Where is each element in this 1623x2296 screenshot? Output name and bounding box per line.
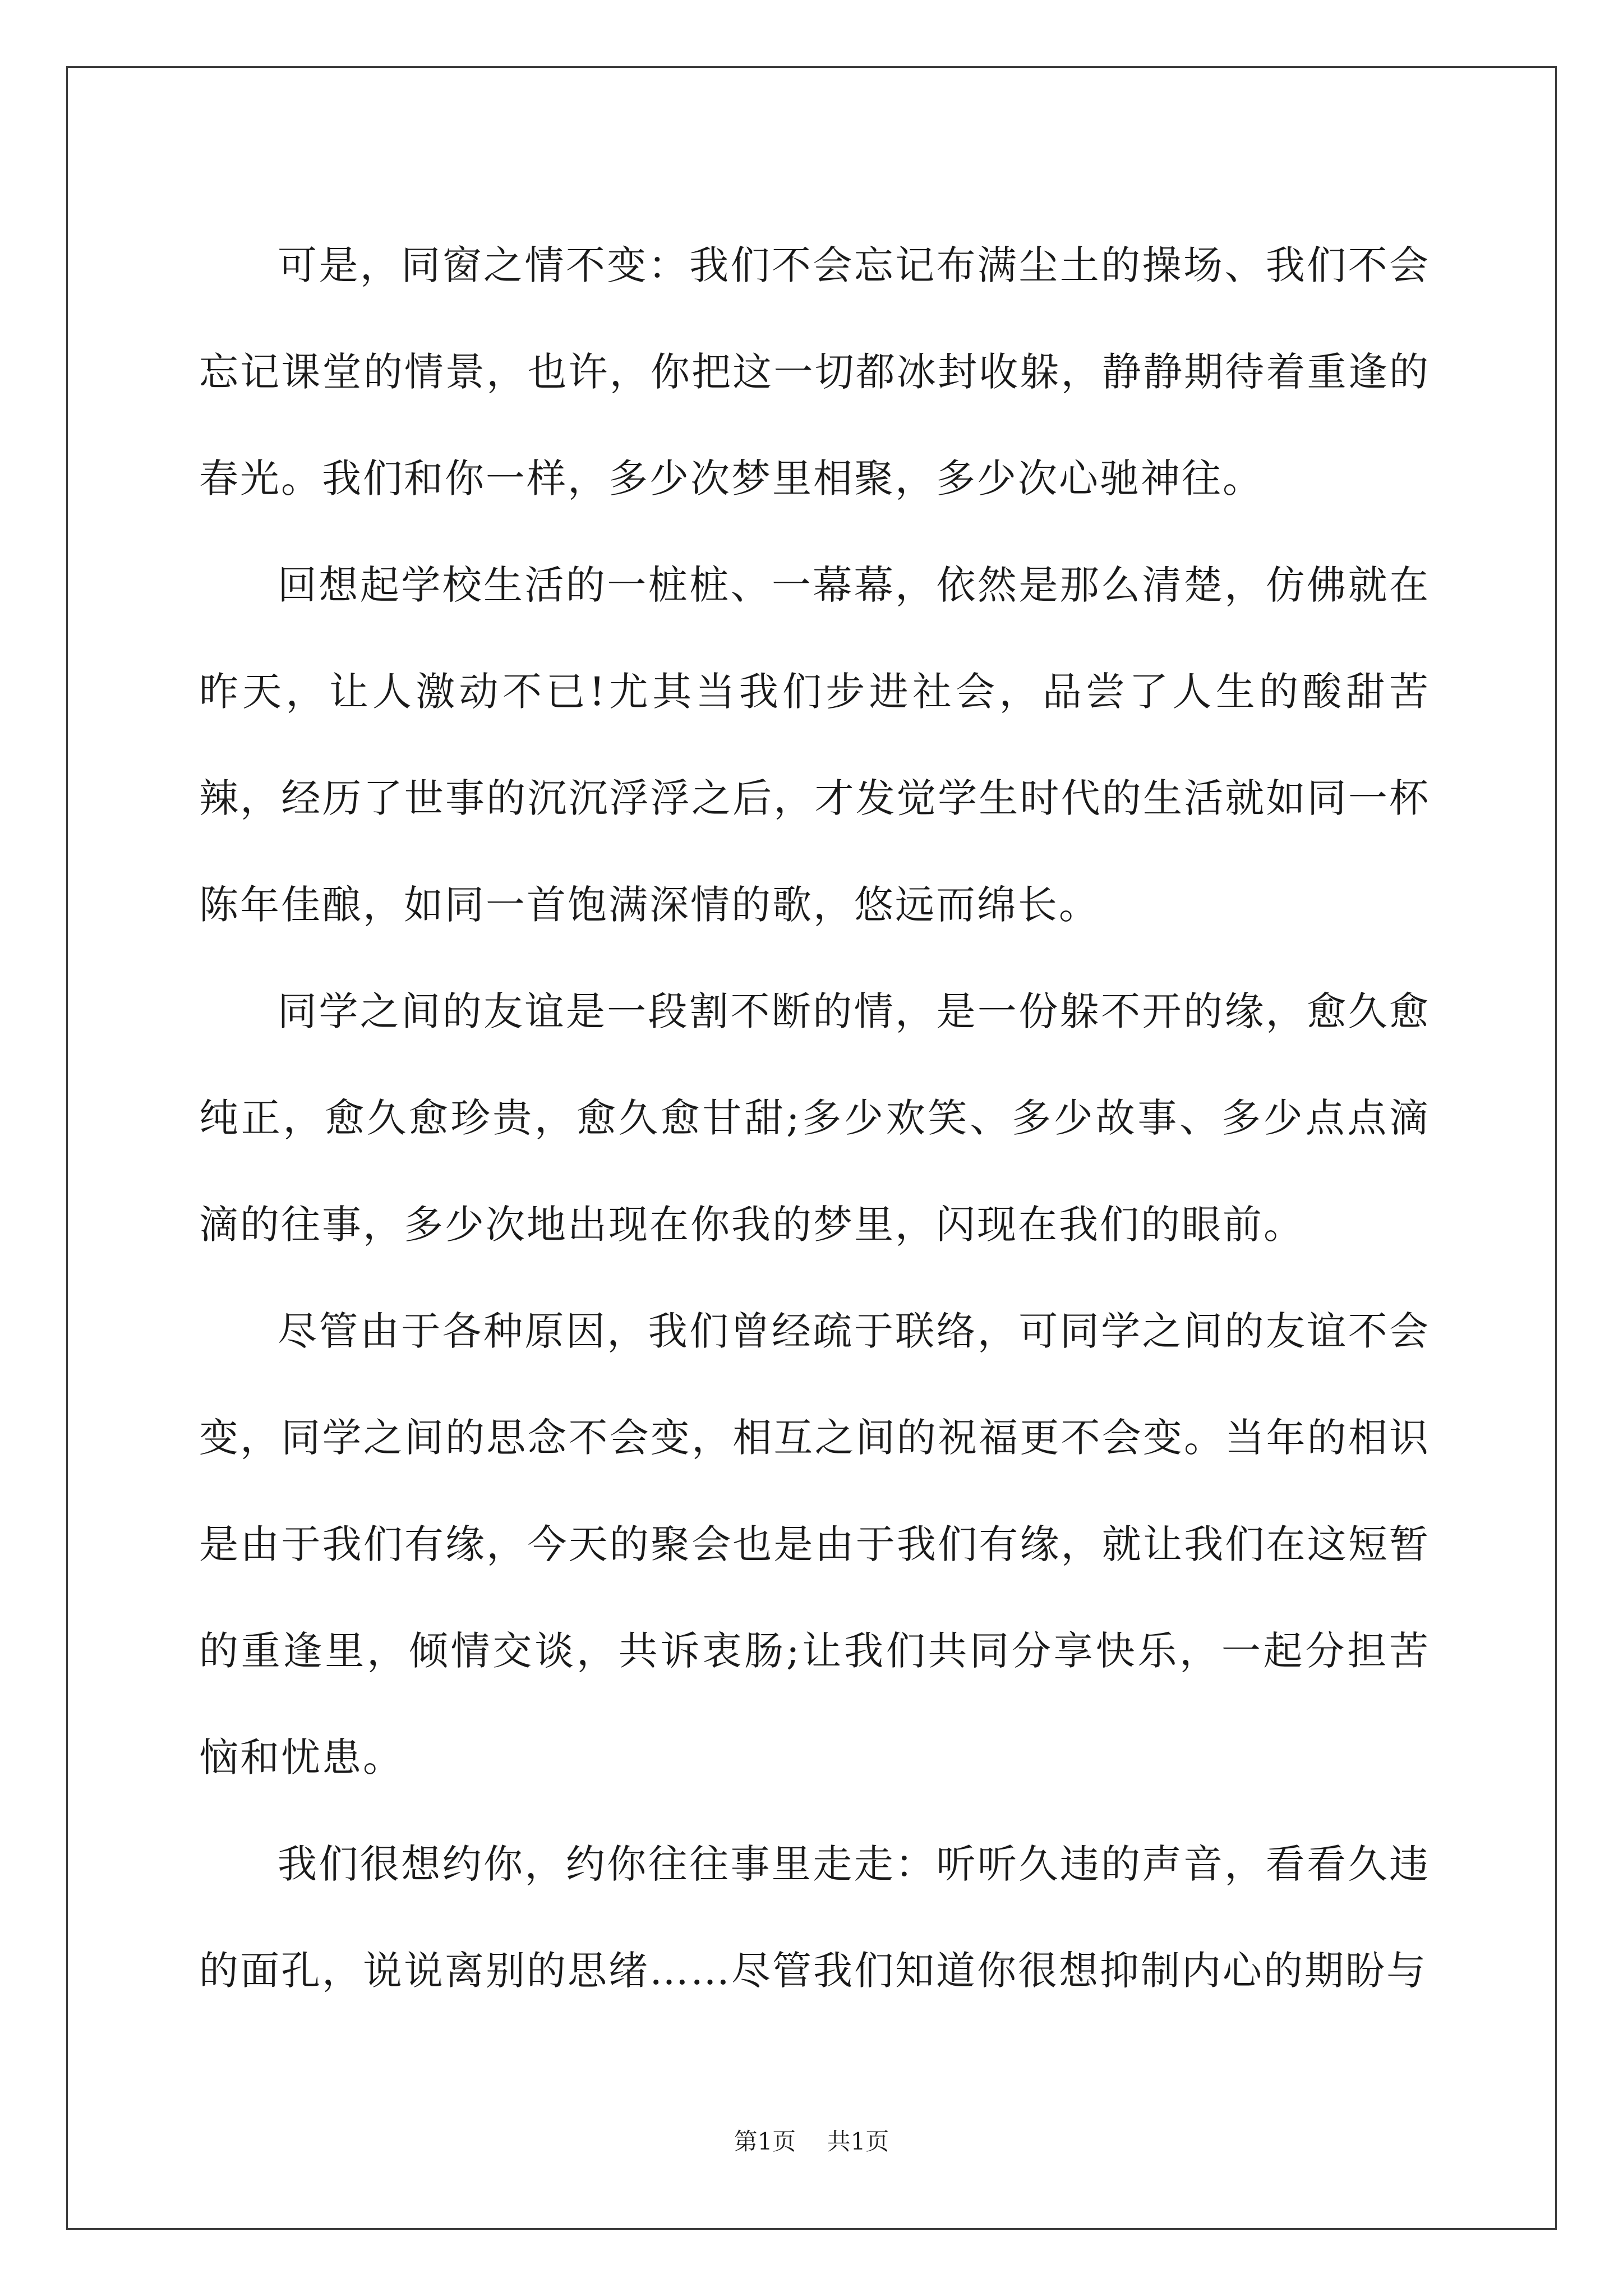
- paragraph-2: 回想起学校生活的一桩桩、一幕幕，依然是那么清楚，仿佛就在昨天，让人激动不已!尤其当我们步进社会，品尝了人生的酸甜苦辣，经历了世事的沉沉浮浮之后，才发觉学生时代的生活就如同一杯陈年佳酿，如同一首饱满深情的歌，悠远而绵长。: [199, 562, 1430, 928]
- paragraph-5: 我们很想约你，约你往往事里走走：听听久违的声音，看看久违的面孔，说说离别的思绪……尽管我们知道你很想抑制内心的期盼与: [199, 1841, 1430, 1994]
- document-body: [199, 212, 1430, 2024]
- page-number-current: 第1页: [734, 2128, 796, 2155]
- page-number-total: 共1页: [827, 2128, 889, 2155]
- paragraph-4: 尽管由于各种原因，我们曾经疏于联络，可同学之间的友谊不会变，同学之间的思念不会变，相互之间的祝福更不会变。当年的相识是由于我们有缘，今天的聚会也是由于我们有缘，就让我们在这短暂的重逢里，倾情交谈，共诉衷肠;让我们共同分享快乐，一起分担苦恼和忧患。: [199, 1308, 1430, 1780]
- paragraph-3: 同学之间的友谊是一段割不断的情，是一份躲不开的缘，愈久愈纯正，愈久愈珍贵，愈久愈甘甜;多少欢笑、多少故事、多少点点滴滴的往事，多少次地出现在你我的梦里，闪现在我们的眼前。: [199, 988, 1430, 1248]
- page-footer: [0, 2123, 1623, 2157]
- paragraph-1: 可是，同窗之情不变：我们不会忘记布满尘土的操场、我们不会忘记课堂的情景，也许，你把这一切都冰封收躲，静静期待着重逢的春光。我们和你一样，多少次梦里相聚，多少次心驰神往。: [199, 242, 1430, 501]
